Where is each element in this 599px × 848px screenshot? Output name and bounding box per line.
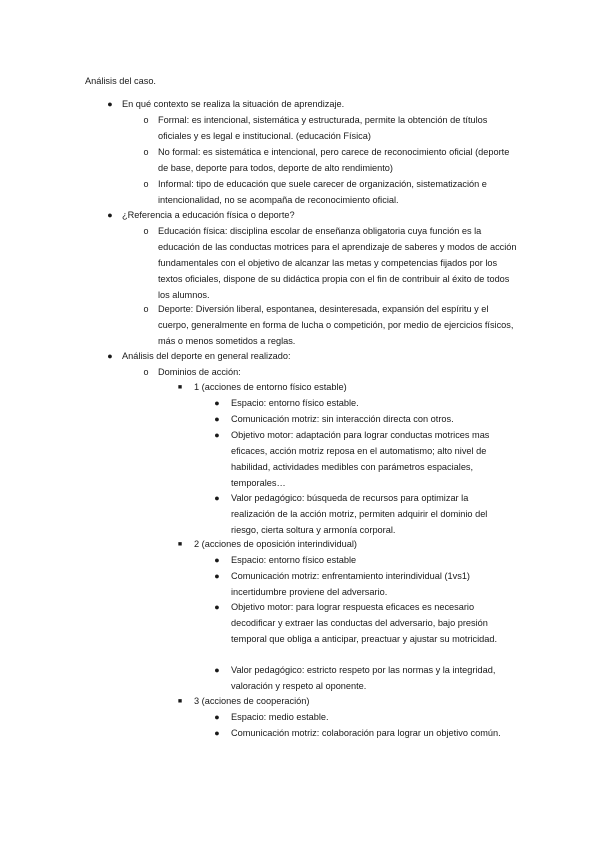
list-item-level3 <box>177 380 514 396</box>
bullet-square-icon: ■ <box>177 541 183 548</box>
bullet-square-icon: ■ <box>177 698 183 705</box>
list-item-text: Objetivo motor: para lograr respuesta eficaces es necesario decodificar y extraer las conductas del adversario, bajo presión temporal que obliga a anticipar, preactuar y ajustar su motricidad. <box>231 602 498 644</box>
bullet-dot-icon: ● <box>214 414 220 424</box>
list-item-level4 <box>214 553 511 569</box>
list-item-text: No formal: es sistemática e intencional, pero carece de reconocimiento oficial (deporte de base, deporte para todos, deporte de alto rendimiento) <box>158 147 510 173</box>
bullet-dot-icon: ● <box>214 430 220 440</box>
list-item-text: 3 (acciones de cooperación) <box>194 696 310 706</box>
bullet-dot-icon: ● <box>107 210 113 220</box>
list-item-level4 <box>214 710 511 726</box>
bullet-dot-icon: ● <box>107 351 113 361</box>
list-item-level4 <box>214 396 511 412</box>
bullet-circle-icon: o <box>143 367 149 377</box>
list-item-level4 <box>214 412 511 428</box>
bullet-square-icon: ■ <box>177 384 183 391</box>
bullet-dot-icon: ● <box>214 712 220 722</box>
bullet-dot-icon: ● <box>214 602 220 612</box>
list-item-level4 <box>214 726 511 742</box>
list-item-text: Espacio: medio estable. <box>231 712 329 722</box>
bullet-dot-icon: ● <box>214 493 220 503</box>
list-item-text: Deporte: Diversión liberal, espontanea, desinteresada, expansión del espíritu y el cuerpo, generalmente en forma de lucha o competición, por medio de ejercicios físicos, más o menos sometidos a reglas. <box>158 304 514 346</box>
list-item-level4 <box>214 663 511 695</box>
list-item-level2 <box>143 365 518 381</box>
bullet-circle-icon: o <box>143 115 149 125</box>
list-item-level4 <box>214 569 511 601</box>
list-item-level1 <box>107 349 542 365</box>
list-item-level2 <box>143 113 518 145</box>
list-item-text: Comunicación motriz: colaboración para lograr un objetivo común. <box>231 728 501 738</box>
list-item-text: Valor pedagógico: búsqueda de recursos para optimizar la realización de la acción motriz, permiten adquirir el dominio del riesgo, cierta soltura y armonía corporal. <box>231 493 488 535</box>
bullet-dot-icon: ● <box>214 571 220 581</box>
bullet-circle-icon: o <box>143 179 149 189</box>
bullet-circle-icon: o <box>143 147 149 157</box>
list-item-level1 <box>107 208 542 224</box>
bullet-circle-icon: o <box>143 226 149 236</box>
bullet-dot-icon: ● <box>214 398 220 408</box>
list-item-text: En qué contexto se realiza la situación de aprendizaje. <box>122 99 345 109</box>
list-item-level2 <box>143 145 518 177</box>
list-item-text: Espacio: entorno físico estable. <box>231 398 359 408</box>
list-item-text: 1 (acciones de entorno físico estable) <box>194 382 347 392</box>
bullet-dot-icon: ● <box>214 555 220 565</box>
bullet-circle-icon: o <box>143 304 149 314</box>
list-item-level4 <box>214 600 511 648</box>
list-item-level2 <box>143 177 518 209</box>
list-item-text: Comunicación motriz: sin interacción directa con otros. <box>231 414 454 424</box>
list-item-text: Formal: es intencional, sistemática y estructurada, permite la obtención de títulos oficiales y es legal e institucional. (educación Física) <box>158 115 488 141</box>
list-item-text: Objetivo motor: adaptación para lograr conductas motrices mas eficaces, acción motriz reposa en el automatismo; alto nivel de habilidad, actividades medibles con parámetros espaciales, temporales… <box>231 430 490 488</box>
list-item-level3 <box>177 537 514 553</box>
list-item-level3 <box>177 694 514 710</box>
document-title: Análisis del caso. <box>85 76 156 86</box>
list-item-level4 <box>214 491 511 539</box>
bullet-dot-icon: ● <box>107 99 113 109</box>
list-item-text: Comunicación motriz: enfrentamiento interindividual (1vs1) incertidumbre proviene del adversario. <box>231 571 470 597</box>
bullet-dot-icon: ● <box>214 728 220 738</box>
list-item-level1 <box>107 97 542 113</box>
list-item-text: Espacio: entorno físico estable <box>231 555 357 565</box>
list-item-level2 <box>143 302 518 350</box>
list-item-text: Informal: tipo de educación que suele carecer de organización, sistematización e intencionalidad, no se acompaña de reconocimiento oficial. <box>158 179 487 205</box>
list-item-text: 2 (acciones de oposición interindividual) <box>194 539 357 549</box>
list-item-text: Dominios de acción: <box>158 367 241 377</box>
bullet-dot-icon: ● <box>214 665 220 675</box>
list-item-level2 <box>143 224 518 304</box>
list-item-level4 <box>214 428 511 492</box>
list-item-text: Análisis del deporte en general realizado: <box>122 351 291 361</box>
list-item-text: Educación física: disciplina escolar de enseñanza obligatoria cuya función es la educación de las conductas motrices para el aprendizaje de saberes y modos de acción fundamentales con el objetivo de alcanzar las metas y competencias fijados por los textos oficiales, dispone de su didáctica propia con el fin de contribuir al éxito de todos los alumnos. <box>158 226 517 300</box>
list-item-text: ¿Referencia a educación física o deporte? <box>122 210 295 220</box>
list-item-text: Valor pedagógico: estricto respeto por las normas y la integridad, valoración y respeto al oponente. <box>231 665 496 691</box>
